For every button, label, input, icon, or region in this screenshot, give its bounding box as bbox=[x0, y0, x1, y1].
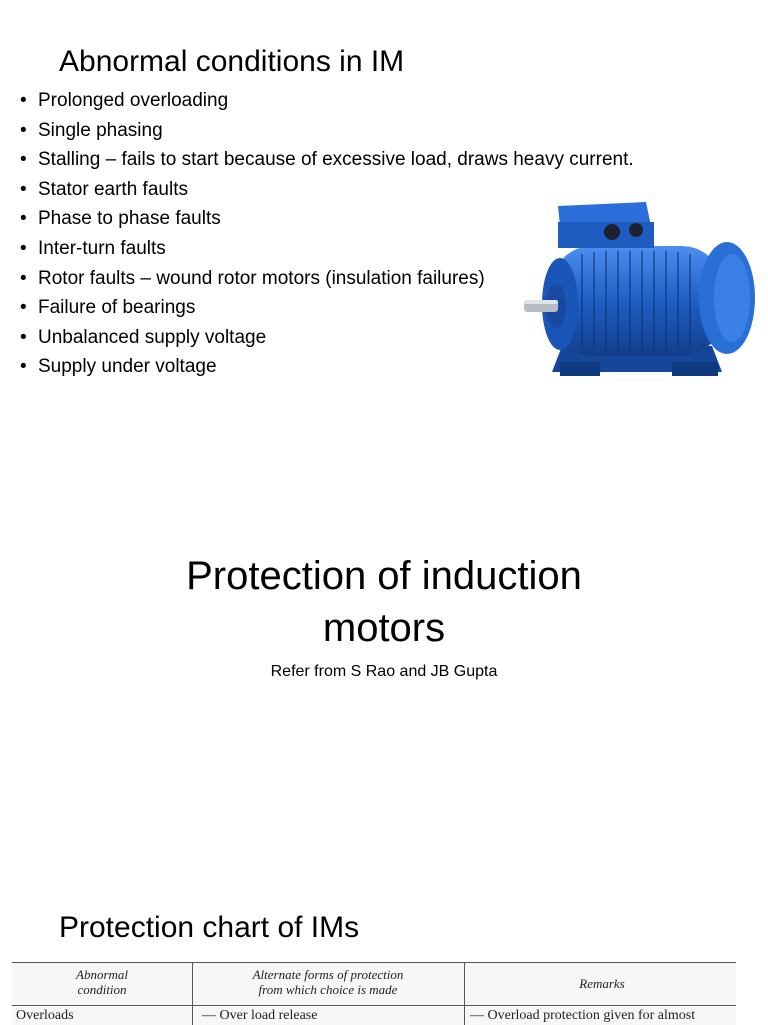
bullet-icon: • bbox=[20, 356, 27, 378]
bullet-text: Stalling – fails to start because of excessive load, draws heavy current. bbox=[38, 149, 634, 171]
header-text: Alternate forms of protection bbox=[252, 967, 404, 982]
bullet-text: Prolonged overloading bbox=[38, 90, 229, 111]
bullet-text: Phase to phase faults bbox=[38, 208, 221, 230]
slide-title: Abnormal conditions in IM bbox=[59, 45, 405, 78]
list-item bbox=[20, 145, 634, 175]
header-text: condition bbox=[77, 982, 127, 997]
bullet-text: Supply under voltage bbox=[38, 356, 217, 378]
bullet-text: Rotor faults – wound rotor motors (insulation failures) bbox=[38, 267, 485, 289]
induction-motor-image bbox=[522, 196, 758, 392]
bullet-text: Unbalanced supply voltage bbox=[38, 326, 267, 348]
title-line-2: motors bbox=[322, 606, 446, 650]
list-item bbox=[20, 116, 634, 146]
bullet-text: Inter-turn faults bbox=[38, 237, 166, 259]
bullet-text: Failure of bearings bbox=[38, 297, 196, 319]
slide-protection-chart bbox=[0, 892, 768, 1024]
table-cell: — Overload protection given for almost bbox=[470, 1008, 696, 1023]
slide-subtitle: Refer from S Rao and JB Gupta bbox=[270, 663, 498, 680]
header-text: Abnormal bbox=[76, 967, 128, 982]
column-divider bbox=[192, 963, 193, 1025]
list-item bbox=[20, 86, 634, 116]
bullet-icon: • bbox=[20, 237, 27, 259]
column-divider bbox=[464, 963, 465, 1025]
bullet-text: Stator earth faults bbox=[38, 178, 188, 200]
header-remarks: Remarks bbox=[579, 976, 625, 991]
header-text: from which choice is made bbox=[258, 982, 398, 997]
table-cell: Overloads bbox=[16, 1008, 74, 1023]
slide-protection-title bbox=[0, 512, 768, 892]
slide-abnormal-conditions bbox=[0, 0, 768, 400]
title-line-1: Protection of induction bbox=[186, 554, 582, 598]
header-abnormal-condition bbox=[32, 967, 172, 997]
bullet-icon: • bbox=[20, 90, 27, 111]
bullet-icon: • bbox=[20, 149, 27, 171]
protection-chart-table bbox=[12, 962, 736, 1025]
bullet-icon: • bbox=[20, 208, 27, 230]
bullet-icon: • bbox=[20, 178, 27, 200]
bullet-text: Single phasing bbox=[38, 119, 163, 141]
table-cell: — Over load release bbox=[202, 1008, 318, 1023]
bullet-icon: • bbox=[20, 326, 27, 348]
bullet-icon: • bbox=[20, 267, 27, 289]
slide-title bbox=[0, 550, 768, 654]
slide-title: Protection chart of IMs bbox=[59, 911, 360, 944]
bullet-icon: • bbox=[20, 297, 27, 319]
header-protection-forms bbox=[202, 967, 454, 997]
bullet-icon: • bbox=[20, 119, 27, 141]
